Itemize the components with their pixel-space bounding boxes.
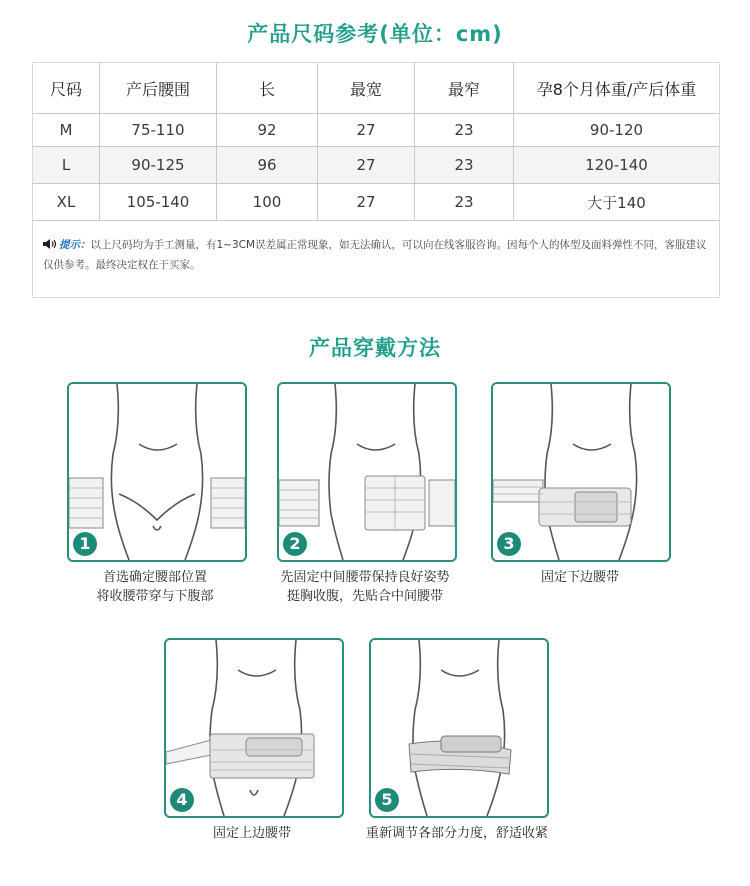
header-cell: 孕8个月体重/产后体重 xyxy=(514,63,720,114)
step-number-badge: 5 xyxy=(375,788,399,812)
table-cell: 23 xyxy=(415,147,514,184)
body-figure xyxy=(69,384,245,560)
header-cell: 产后腰围 xyxy=(100,63,217,114)
table-cell: 27 xyxy=(318,147,415,184)
speaker-icon xyxy=(43,239,57,249)
table-cell: 90-120 xyxy=(514,114,720,147)
table-cell: 75-110 xyxy=(100,114,217,147)
table-cell: 23 xyxy=(415,114,514,147)
table-row xyxy=(33,114,719,147)
caption-line: 固定下边腰带 xyxy=(540,570,619,585)
step-5-caption xyxy=(327,824,587,843)
caption-line: 先固定中间腰带保持良好姿势 xyxy=(280,570,450,585)
caption-line: 将收腰带穿与下腹部 xyxy=(96,589,214,604)
body-figure xyxy=(279,384,455,560)
table-row xyxy=(33,184,719,221)
body-figure xyxy=(166,640,342,816)
size-tip xyxy=(43,235,711,275)
table-cell: 90-125 xyxy=(100,147,217,184)
header-cell: 最窄 xyxy=(415,63,514,114)
caption-line: 挺胸收腹，先贴合中间腰带 xyxy=(286,589,443,604)
step-number-badge: 2 xyxy=(283,532,307,556)
table-cell: 96 xyxy=(217,147,318,184)
size-table xyxy=(33,63,719,221)
table-row xyxy=(33,147,719,184)
size-table-box xyxy=(32,62,720,298)
header-cell: 尺码 xyxy=(33,63,100,114)
wear-section-title: 产品穿戴方法 xyxy=(309,336,441,360)
step-5-illustration xyxy=(369,638,549,818)
caption-line: 固定上边腰带 xyxy=(212,826,291,841)
step-1-illustration xyxy=(67,382,247,562)
table-cell: 27 xyxy=(318,114,415,147)
step-4-illustration xyxy=(164,638,344,818)
tip-text: 以上尺码均为手工测量，有1~3CM误差属正常现象，如无法确认，可以向在线客服咨询。因每个人的体型及面料弹性不同，客服建议仅供参考。最终决定权在于买家。 xyxy=(43,239,707,271)
step-3-illustration xyxy=(491,382,671,562)
step-4-caption xyxy=(152,824,352,843)
caption-line: 首选确定腰部位置 xyxy=(102,570,207,585)
header-cell: 最宽 xyxy=(318,63,415,114)
table-cell: L xyxy=(33,147,100,184)
step-number-badge: 1 xyxy=(73,532,97,556)
table-cell: M xyxy=(33,114,100,147)
tip-label: 提示： xyxy=(59,239,91,251)
step-1-caption xyxy=(55,568,255,606)
table-cell: 大于140 xyxy=(514,184,720,221)
header-cell: 长 xyxy=(217,63,318,114)
body-figure xyxy=(371,640,547,816)
step-2-illustration xyxy=(277,382,457,562)
table-header-row xyxy=(33,63,719,114)
body-figure xyxy=(493,384,669,560)
step-number-badge: 4 xyxy=(170,788,194,812)
caption-line: 重新调节各部分力度，舒适收紧 xyxy=(365,826,548,841)
table-cell: 105-140 xyxy=(100,184,217,221)
table-cell: XL xyxy=(33,184,100,221)
table-cell: 100 xyxy=(217,184,318,221)
table-cell: 27 xyxy=(318,184,415,221)
step-number-badge: 3 xyxy=(497,532,521,556)
table-cell: 120-140 xyxy=(514,147,720,184)
step-2-caption xyxy=(245,568,485,606)
step-3-caption xyxy=(480,568,680,587)
size-section-title: 产品尺码参考(单位：cm) xyxy=(247,22,503,46)
table-cell: 23 xyxy=(415,184,514,221)
table-cell: 92 xyxy=(217,114,318,147)
